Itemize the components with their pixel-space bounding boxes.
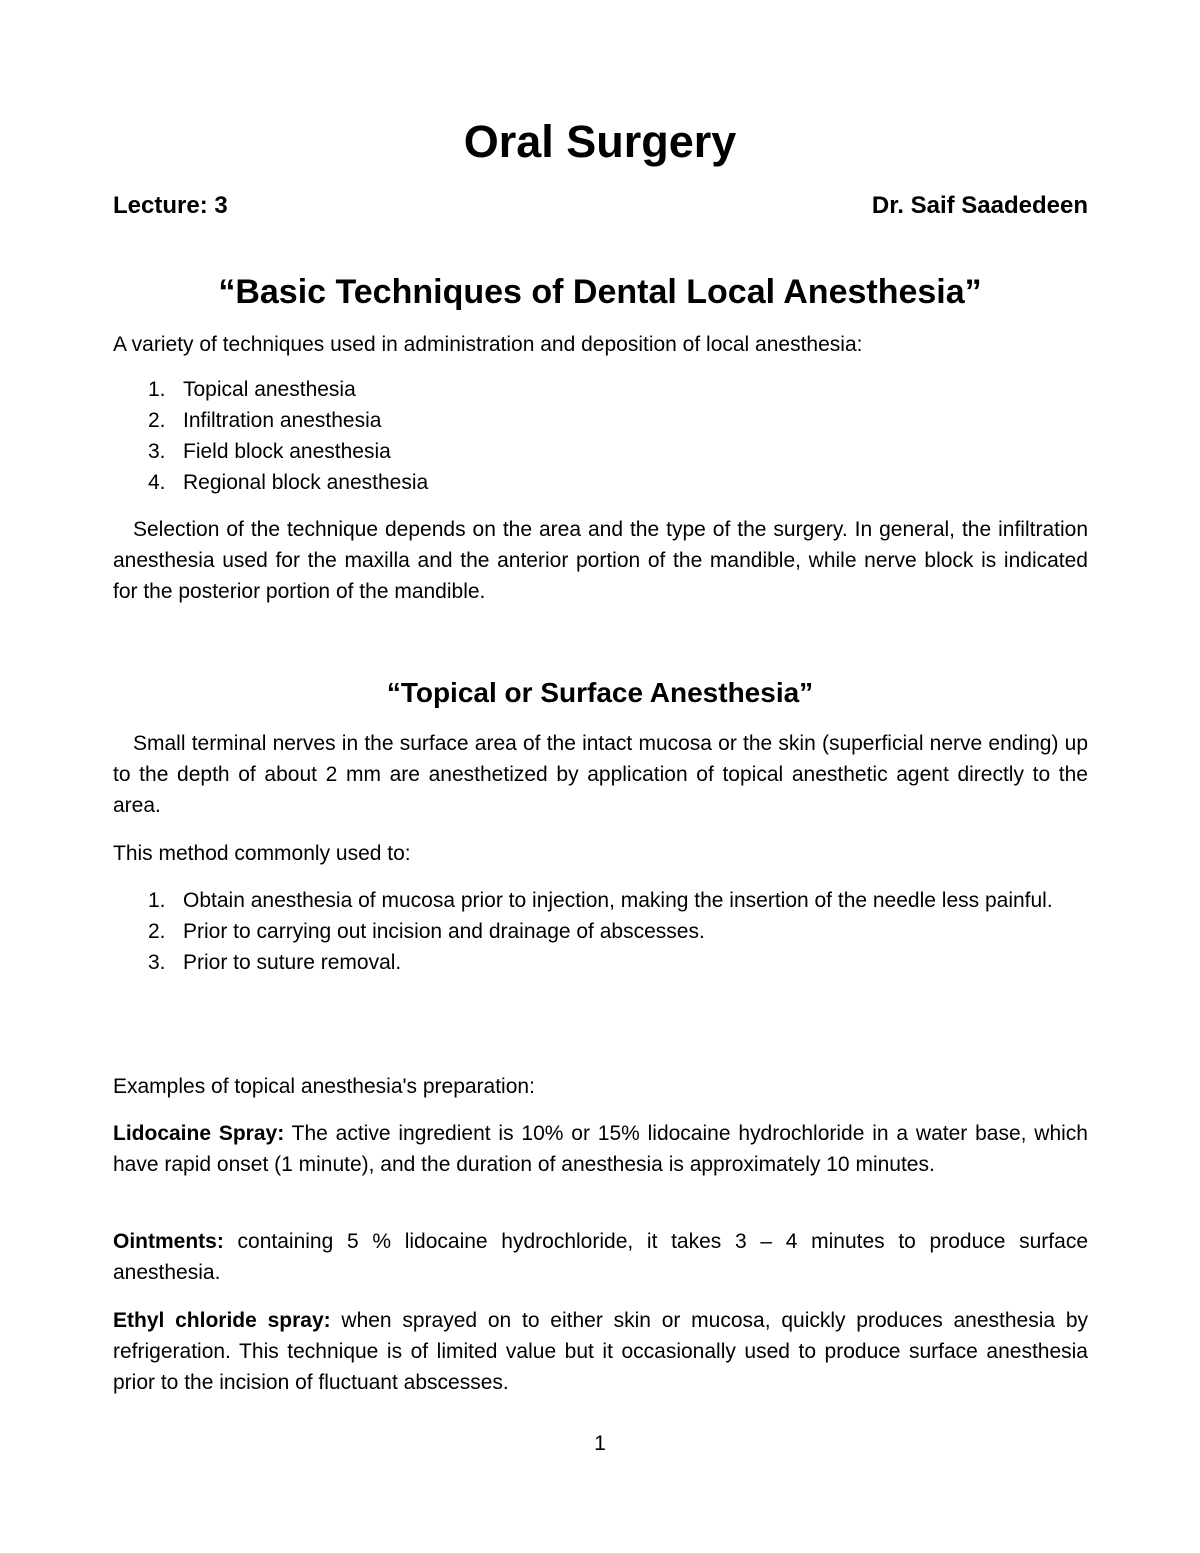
list-item-text: Prior to carrying out incision and drainage of abscesses. [183, 920, 705, 943]
list-item-text: Topical anesthesia [183, 378, 356, 401]
list-item [113, 885, 1088, 916]
page-number: 1 [594, 1432, 606, 1455]
list-item [113, 467, 1088, 498]
example-label: Ethyl chloride spray: [113, 1309, 331, 1332]
example-ointments [113, 1226, 1088, 1288]
list-item [113, 405, 1088, 436]
list-item-number: 4. [148, 471, 166, 494]
list-item [113, 436, 1088, 467]
example-text: containing 5 % lidocaine hydrochloride, it takes 3 – 4 minutes to produce surface anesthesia. [113, 1230, 1088, 1284]
lecture-number: Lecture: 3 [113, 192, 228, 219]
selection-paragraph: Selection of the technique depends on the area and the type of the surgery. In general, the infiltration anesthesia used for the maxilla and the anterior portion of the mandible, while nerve block is indicated for the posterior portion of the mandible. [113, 518, 1088, 603]
example-text: when sprayed on to either skin or mucosa, quickly produces anesthesia by refrigeration. This technique is of limited value but it occasionally used to produce surface anesthesia prior to the incision of fluctuant abscesses. [113, 1309, 1089, 1394]
examples-intro: Examples of topical anesthesia's preparation: [113, 1075, 535, 1098]
basic-techniques-heading: “Basic Techniques of Dental Local Anesthesia” [218, 273, 982, 311]
list-item-number: 1. [148, 889, 166, 912]
author-name: Dr. Saif Saadedeen [871, 192, 1088, 219]
list-item-number: 3. [148, 951, 166, 974]
example-label: Ointments: [113, 1230, 224, 1253]
list-item-text: Field block anesthesia [183, 440, 391, 463]
example-label: Lidocaine Spray: [113, 1122, 285, 1145]
list-item [113, 916, 1088, 947]
list-item-number: 3. [148, 440, 166, 463]
list-item-text: Prior to suture removal. [183, 951, 402, 974]
topical-paragraph: Small terminal nerves in the surface area of the intact mucosa or the skin (superficial nerve ending) up to the depth of about 2 mm are anesthetized by application of topical anesthetic agent directly to the area. [113, 732, 1088, 817]
techniques-list [113, 374, 1088, 498]
list-item [113, 374, 1088, 405]
list-item-number: 2. [148, 409, 166, 432]
list-item-text: Regional block anesthesia [183, 471, 429, 494]
example-ethyl-chloride [113, 1305, 1088, 1398]
document-title: Oral Surgery [463, 116, 737, 167]
list-item-text: Infiltration anesthesia [183, 409, 382, 432]
list-item-number: 2. [148, 920, 166, 943]
example-text: The active ingredient is 10% or 15% lidocaine hydrochloride in a water base, which have rapid onset (1 minute), and the duration of anesthesia is approximately 10 minutes. [113, 1122, 1088, 1176]
example-lidocaine-spray [113, 1118, 1088, 1180]
list-item-number: 1. [148, 378, 166, 401]
topical-anesthesia-heading: “Topical or Surface Anesthesia” [386, 677, 814, 708]
list-item [113, 947, 1088, 978]
uses-intro: This method commonly used to: [113, 842, 411, 865]
uses-list [113, 885, 1088, 978]
list-item-text: Obtain anesthesia of mucosa prior to injection, making the insertion of the needle less painful. [183, 889, 1053, 912]
techniques-intro: A variety of techniques used in administration and deposition of local anesthesia: [113, 333, 863, 356]
